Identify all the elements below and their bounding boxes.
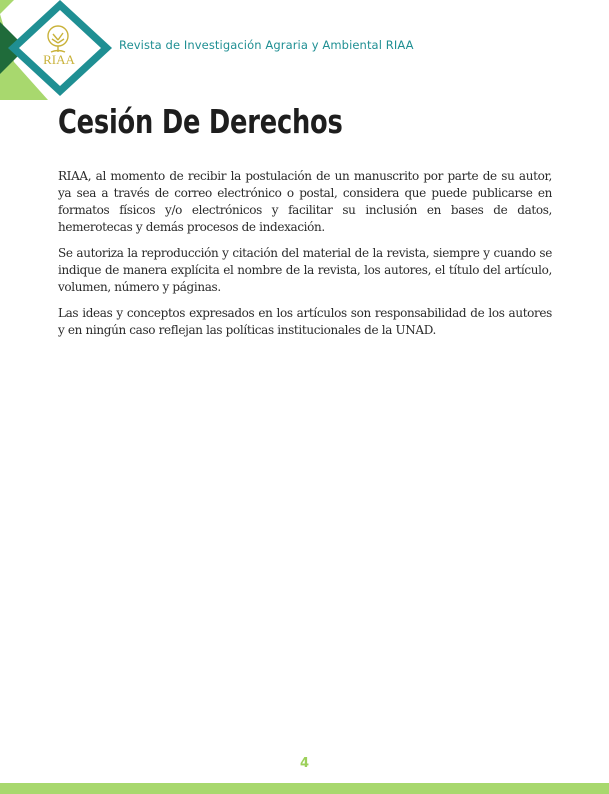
page-title: Cesión De Derechos — [58, 102, 343, 141]
paragraph-1: RIAA, al momento de recibir la postulación de un manuscrito por parte de su autor, ya sea a través de correo electrónico o postal, considera que puede publicarse en formatos físicos y/o electrónicos y facilitar su inclusión en bases de datos, hemerotecas y demás procesos de indexación. — [58, 169, 552, 234]
paragraph-2: Se autoriza la reproducción y citación del material de la revista, siempre y cuando se indique de manera explícita el nombre de la revista, los autores, el título del artículo, volumen, número y páginas. — [58, 246, 552, 294]
svg-text:RIAA: RIAA — [43, 52, 75, 67]
body-text — [58, 168, 552, 348]
page-number: 4 — [299, 756, 310, 771]
riaa-logo-corner — [0, 0, 115, 100]
paragraph-3: Las ideas y conceptos expresados en los artículos son responsabilidad de los autores y en ningún caso reflejan las políticas institucionales de la UNAD. — [58, 306, 552, 337]
footer-bar — [0, 783, 609, 794]
journal-name: Revista de Investigación Agraria y Ambiental RIAA — [119, 38, 414, 52]
